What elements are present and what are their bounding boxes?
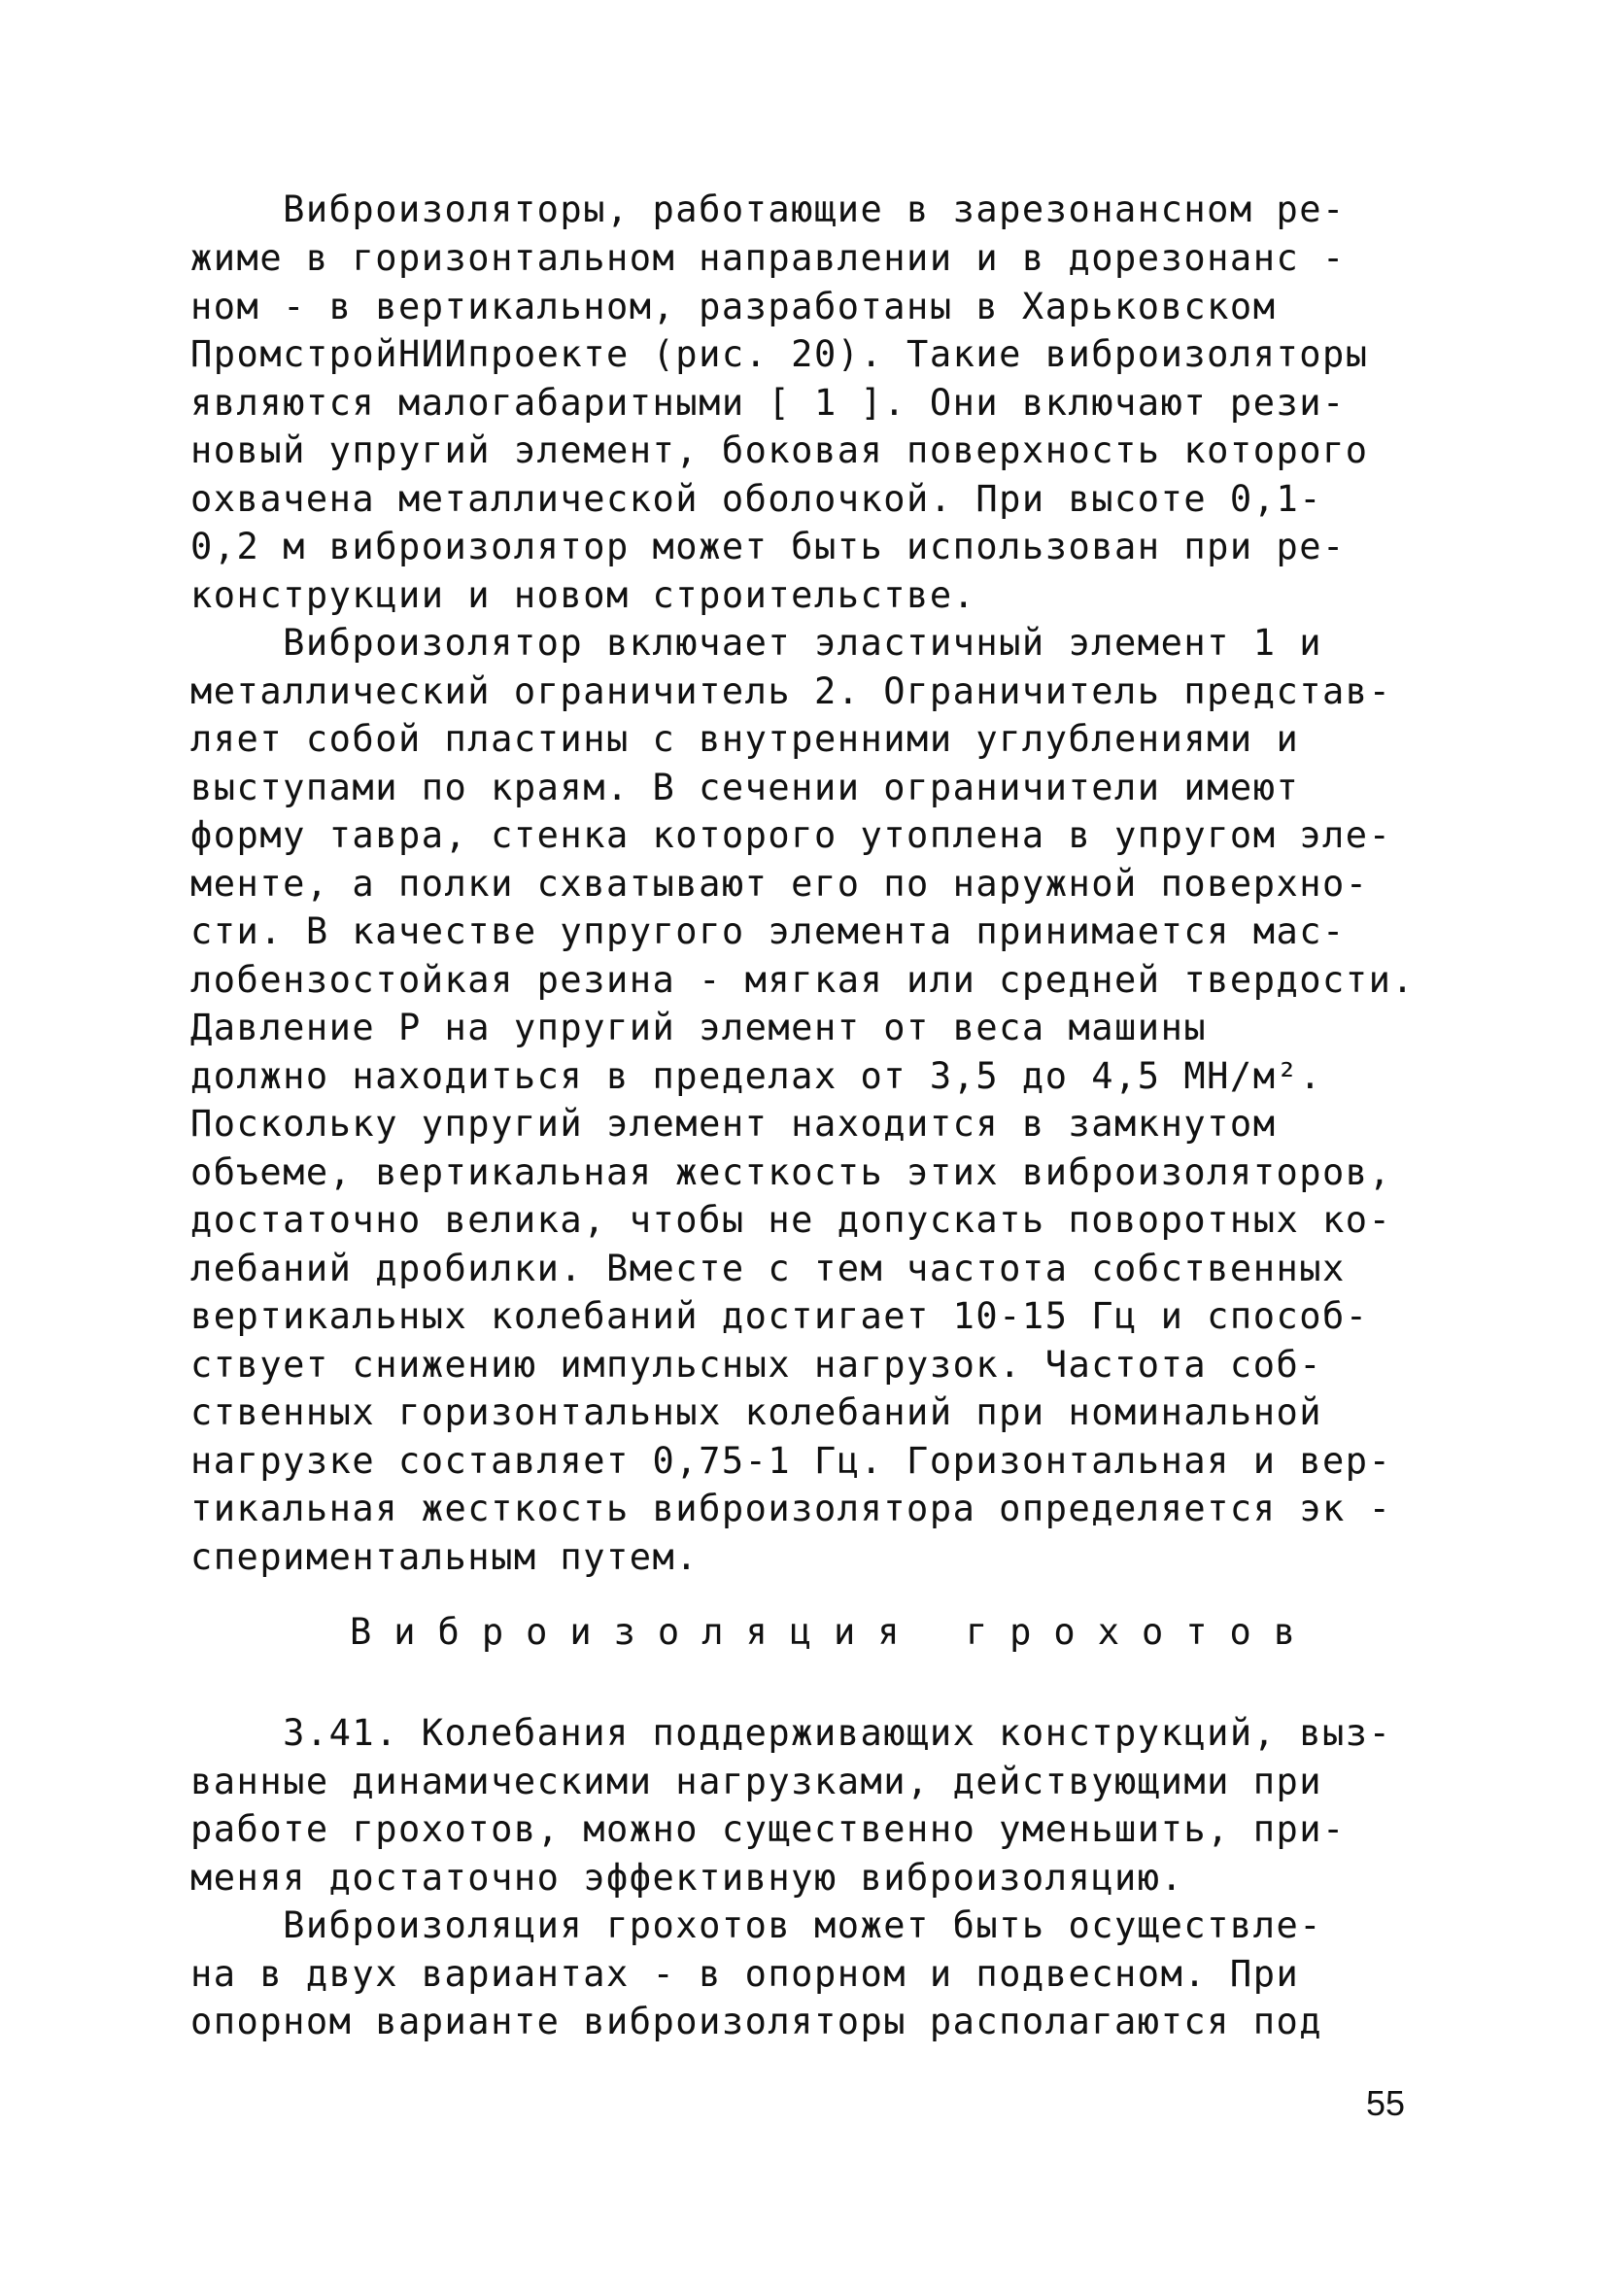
text-line: лебаний дробилки. Вместе с тем частота собственных: [190, 1248, 1346, 1289]
text-line: ляет собой пластины с внутренними углублениями и: [190, 718, 1300, 760]
text-line: форму тавра, стенка которого утоплена в упругом эле-: [190, 814, 1392, 856]
text-line: объеме, вертикальная жесткость этих виброизоляторов,: [190, 1151, 1392, 1193]
text-line: должно находиться в пределах от 3,5 до 4,5 МН/м².: [190, 1055, 1323, 1097]
text-line: ном - в вертикальном, разработаны в Харьковском: [190, 286, 1277, 327]
text-line: нагрузке составляет 0,75-1 Гц. Горизонтальная и вер-: [190, 1440, 1392, 1482]
text-line: менте, а полки схватывают его по наружной поверхно-: [190, 863, 1369, 905]
text-line: ственных горизонтальных колебаний при номинальной: [190, 1391, 1323, 1433]
text-line: Давление P на упругий элемент от веса машины: [190, 1007, 1208, 1048]
text-line: опорном варианте виброизоляторы располагаются под: [190, 2001, 1323, 2042]
page-number: 55: [1366, 2083, 1406, 2123]
text-line: новый упругий элемент, боковая поверхность которого: [190, 429, 1369, 471]
text-line: 3.41. Колебания поддерживающих конструкций, выз-: [190, 1712, 1392, 1754]
text-line: лобензостойкая резина - мягкая или средней твердости.: [190, 959, 1416, 1001]
text-line: сти. В качестве упругого элемента принимается мас-: [190, 910, 1346, 952]
text-line: спериментальным путем.: [190, 1536, 700, 1578]
text-line: меняя достаточно эффективную виброизоляцию.: [190, 1857, 1184, 1899]
text-line: выступами по краям. В сечении ограничители имеют: [190, 767, 1300, 808]
text-line: достаточно велика, чтобы не допускать поворотных ко-: [190, 1199, 1392, 1241]
text-line: ванные динамическими нагрузками, действующими при: [190, 1761, 1323, 1802]
text-line: 0,2 м виброизолятор может быть использован при ре-: [190, 526, 1346, 567]
text-line: вертикальных колебаний достигает 10-15 Гц и способ-: [190, 1295, 1369, 1337]
text-line: охвачена металлической оболочкой. При высоте 0,1-: [190, 478, 1323, 520]
text-line: работе грохотов, можно существенно уменьшить, при-: [190, 1808, 1346, 1850]
text-line: Виброизоляторы, работающие в зарезонансном ре-: [190, 188, 1346, 230]
text-line: Поскольку упругий элемент находится в замкнутом: [190, 1103, 1277, 1145]
text-line: Виброизоляция грохотов может быть осуществле-: [190, 1904, 1323, 1946]
text-line: конструкции и новом строительстве.: [190, 574, 976, 616]
text-line: Виброизолятор включает эластичный элемент 1 и: [190, 622, 1323, 664]
section-heading: Виброизоляция грохотов: [350, 1611, 1318, 1653]
text-line: ствует снижению импульсных нагрузок. Частота соб-: [190, 1344, 1323, 1386]
text-line: металлический ограничитель 2. Ограничитель представ-: [190, 670, 1392, 712]
text-line: ПромстройНИИпроекте (рис. 20). Такие виброизоляторы: [190, 333, 1369, 375]
text-line: на в двух вариантах - в опорном и подвесном. При: [190, 1953, 1300, 1995]
text-line: жиме в горизонтальном направлении и в дорезонанс -: [190, 237, 1346, 279]
text-line: тикальная жесткость виброизолятора определяется эк -: [190, 1488, 1392, 1529]
text-line: являются малогабаритными [ 1 ]. Они включают рези-: [190, 382, 1346, 424]
